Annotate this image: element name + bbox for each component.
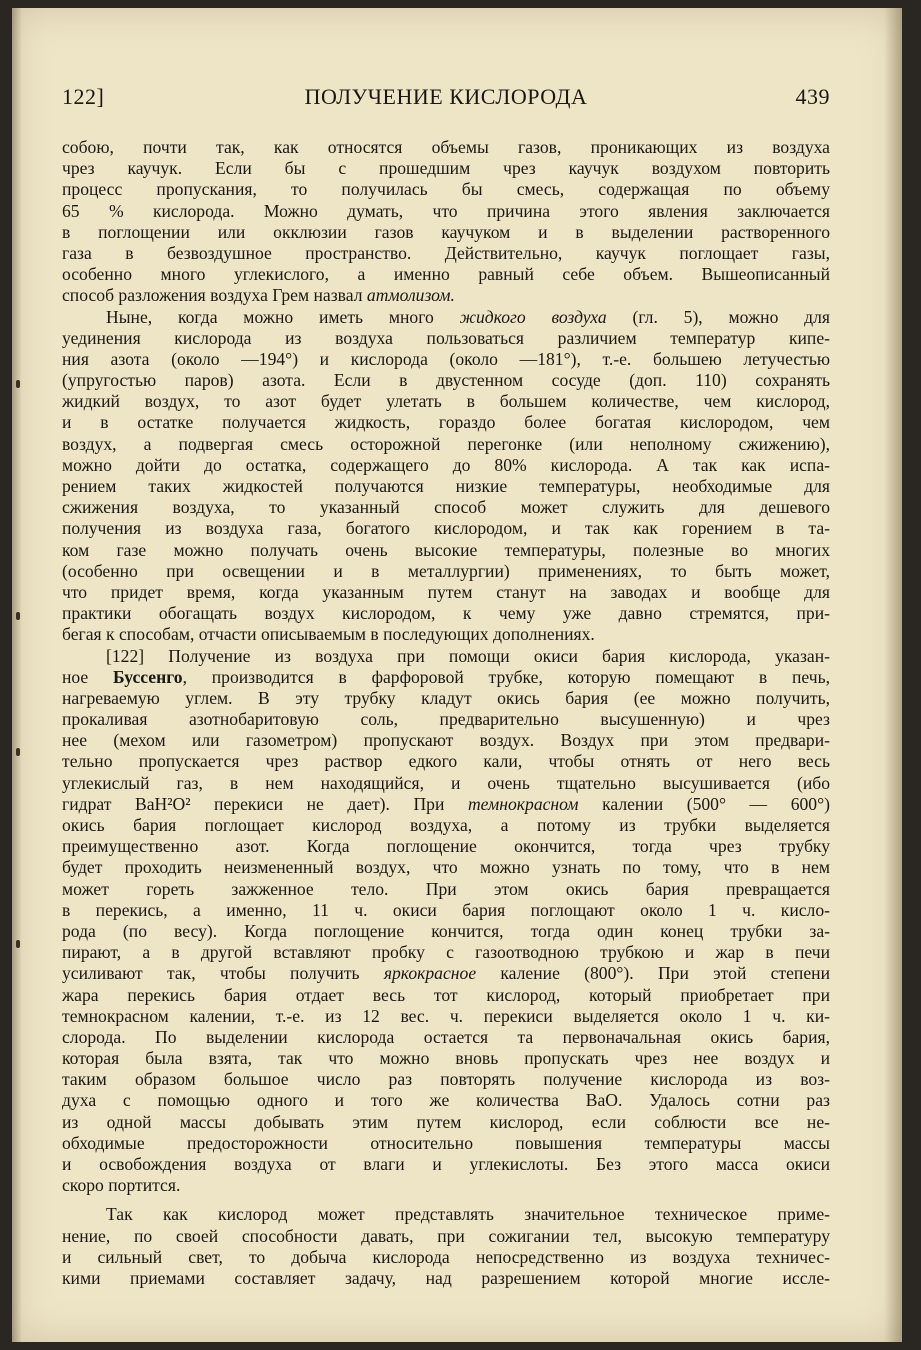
text-line: жидкий воздух, то азот будет улетать в большем количестве, чем кислород, (62, 391, 830, 412)
text-line: обходимые предосторожности относительно повышения температуры массы (62, 1132, 830, 1153)
text-line: газа в безвоздушное пространство. Действительно, каучук поглощает газы, (62, 242, 830, 263)
text-line: преимущественно азот. Когда поглощение окончится, тогда чрез трубку (62, 836, 830, 857)
body-text (62, 137, 830, 1289)
text-line: уединения кислорода из воздуха пользоваться различием температур кипе- (62, 327, 830, 348)
text-line: темнокрасном калении, т.-е. из 12 вес. ч. перекиси выделяется около 1 ч. ки- (62, 1005, 830, 1026)
text-line: получения из воздуха газа, богатого кислородом, и так как горением в та- (62, 518, 830, 539)
text-line: (упругостью паров) азота. Если в двустенном сосуде (доп. 110) сохранять (62, 370, 830, 391)
paragraph (62, 646, 830, 1197)
italic-text: атмолизом. (366, 285, 455, 306)
text-line: в перекись, а именно, 11 ч. окиси бария поглощают около 1 ч. кисло- (62, 899, 830, 920)
text-segment: (гл. 5), можно для (606, 306, 830, 327)
paragraph-gap (62, 1196, 830, 1204)
margin-mark (16, 612, 20, 620)
paragraph (62, 307, 830, 646)
text-line: (особенно при освещении и в металлургии) применениях, то быть может, (62, 560, 830, 581)
text-line: собою, почти так, как относятся объемы газов, проникающих из воздуха (62, 137, 830, 157)
text-line: 65 % кислорода. Можно думать, что причина этого явления заключается (62, 200, 830, 221)
text-line: воздух, а подвергая смесь осторожной перегонке (или неполному сжижению), (62, 433, 830, 454)
text-line: [122] Получение из воздуха при помощи окиси бария кислорода, указан- (106, 645, 830, 666)
page-edge-shadow (884, 8, 902, 1342)
text-line: и освобождения воздуха от влаги и углекислоты. Без этого масса окиси (62, 1154, 830, 1174)
text-line: и в остатке получается жидкость, гораздо более богатая кислородом, чем (62, 412, 830, 433)
margin-mark (16, 748, 20, 756)
text-line: может гореть зажженное тело. При этом окись бария превращается (62, 878, 830, 899)
paragraph (62, 137, 830, 307)
italic-text: яркокрасное (383, 963, 477, 984)
text-line: таким образом большое число раз повторять получение кислорода из воз- (62, 1069, 830, 1090)
text-line (62, 307, 830, 328)
text-line: и сильный свет, то добыча кислорода непосредственно из воздуха техничес- (62, 1246, 830, 1267)
text-line: особенно много углекислого, а именно равный себе объем. Вышеописанный (62, 264, 830, 285)
bold-text: Буссенго (113, 666, 183, 687)
text-line: сжижения воздуха, то указанный способ может служить для дешевого (62, 497, 830, 518)
text-line (62, 794, 830, 815)
text-line: скоро портится. (62, 1175, 181, 1196)
text-line: в поглощении или окклюзии газов каучуком и в выделении растворенного (62, 221, 830, 242)
text-line: прокаливая азотнобаритовую соль, предварительно высушенную) и чрез (62, 709, 830, 730)
page-title: ПОЛУЧЕНИЕ КИСЛОРОДА (304, 84, 588, 109)
text-line: духа с помощью одного и того же количества BaO. Удалось сотни раз (62, 1090, 830, 1111)
text-line: можно дойти до остатка, содержащего до 80% кислорода. А так как испа- (62, 454, 830, 475)
text-line: рода (по весу). Когда поглощение кончится, тогда один конец трубки за- (62, 920, 830, 941)
text-line: слорода. По выделении кислорода остается та первоначальная окись бария, (62, 1026, 830, 1047)
paragraph (62, 1204, 830, 1289)
text-line: жара перекись бария отдает весь тот кислород, который приобретает при (62, 984, 830, 1005)
text-line: рением таких жидкостей получаются низкие температуры, необходимые для (62, 476, 830, 496)
text-line: будет проходить неизмененный воздух, что можно узнать по тому, что в нем (62, 857, 830, 878)
text-line: бегая к способам, отчасти описываемым в последующих дополнениях. (62, 624, 595, 645)
text-line: из одной массы добывать этим путем кислород, если соблюсти все не- (62, 1111, 830, 1132)
text-line: окись бария поглощает кислород воздуха, а потому из трубки выделяется (62, 815, 830, 835)
text-segment: калении (500° — 600°) (578, 793, 830, 814)
section-number: 122] (62, 84, 105, 109)
text-line (62, 667, 830, 688)
text-line: Так как кислород может представлять значительное техническое приме- (106, 1204, 830, 1225)
text-line (62, 963, 830, 984)
italic-text: жидкого воздуха (459, 306, 607, 327)
book-page (12, 8, 902, 1342)
text-segment: каление (800°). При этой степени (476, 963, 830, 984)
text-line: углекислый газ, в нем находящийся, и очень тщательно высушивается (ибо (62, 772, 830, 793)
text-segment: ное (62, 666, 113, 687)
page-gutter-shadow (12, 8, 22, 1342)
text-line: нение, по своей способности давать, при сожигании тел, высокую температуру (62, 1225, 830, 1246)
text-line: что придет время, когда указанным путем станут на заводах и вообще для (62, 581, 830, 602)
text-line: процесс пропускания, то получилась бы смесь, содержащая по объему (62, 179, 830, 200)
text-line: нее (мехом или газометром) пропускают воздух. Воздух при этом предвари- (62, 730, 830, 751)
text-line (62, 285, 830, 306)
text-line: которая была взята, так что можно вновь пропускать чрез нее воздух и (62, 1048, 830, 1069)
text-line: чрез каучук. Если бы с прошедшим чрез каучук воздухом повторить (62, 158, 830, 179)
text-line: практики обогащать воздух кислородом, к чему уже давно стремятся, при- (62, 603, 830, 624)
text-line: нагреваемую углем. В эту трубку кладут окись бария (ее можно получить, (62, 687, 830, 708)
page-number: 439 (795, 84, 830, 109)
margin-mark (16, 380, 20, 388)
text-line: пирают, а в другой вставляют пробку с газоотводною трубкою и жар в печи (62, 942, 830, 963)
text-line: кими приемами составляет задачу, над разрешением которой многие иссле- (62, 1267, 830, 1288)
text-segment: способ разложения воздуха Грем назвал (62, 285, 367, 306)
text-segment: усиливают так, чтобы получить (62, 963, 384, 984)
text-line: тельно пропускается чрез раствор едкого кали, чтобы отнять от него весь (62, 751, 830, 772)
text-line: ком газе можно получать очень высокие температуры, полезные во многих (62, 539, 830, 560)
margin-mark (16, 940, 20, 948)
text-segment: гидрат BaH²O² перекиси не дает). При (62, 793, 468, 814)
text-segment: Ныне, когда можно иметь много (106, 306, 460, 327)
text-segment: , производится в фарфоровой трубке, которую помещают в печь, (182, 666, 830, 687)
italic-text: темнокрасном (467, 793, 579, 814)
text-line: ния азота (около —194°) и кислорода (около —181°), т.-е. большею летучестью (62, 348, 830, 369)
